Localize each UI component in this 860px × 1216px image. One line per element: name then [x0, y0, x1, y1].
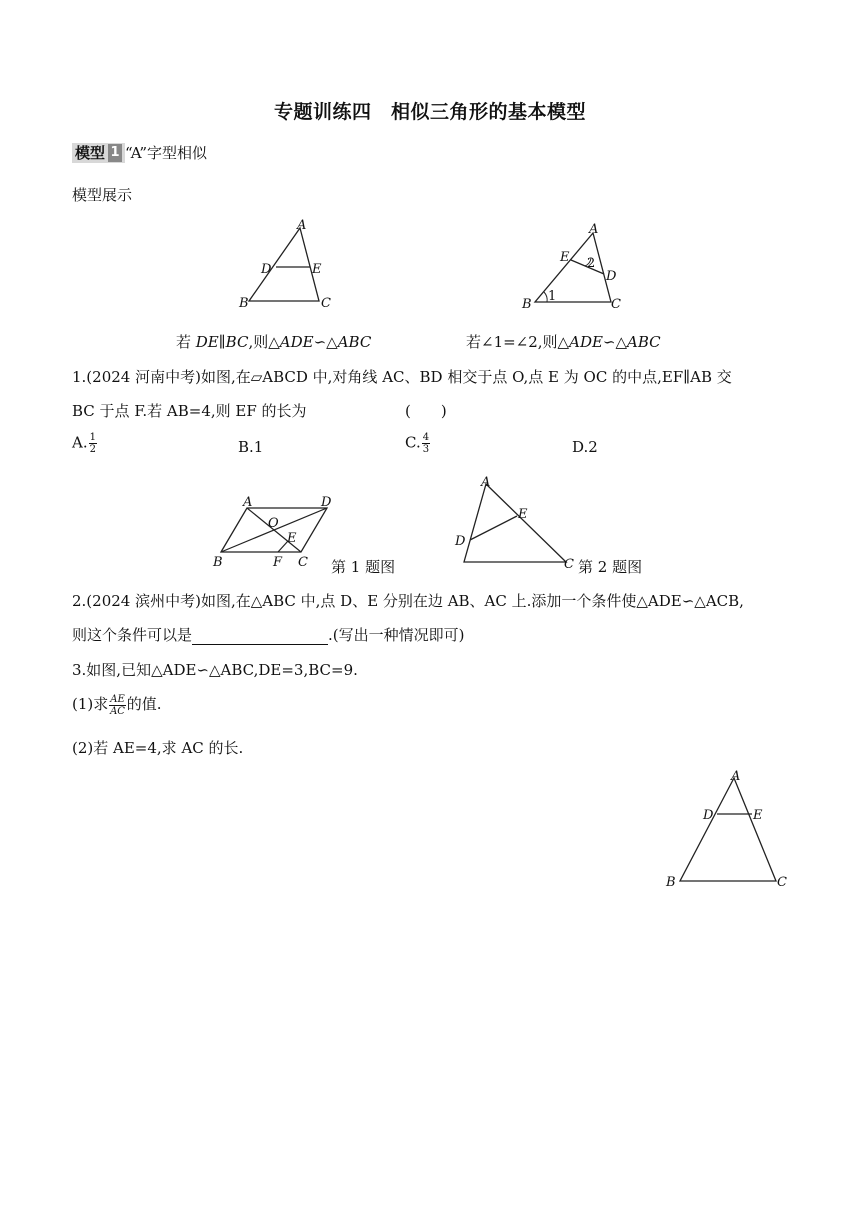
label-e: E	[287, 531, 297, 546]
label-d: D	[455, 534, 466, 549]
label-b: B	[522, 297, 532, 312]
q3-part1: (1)求 $\frac{AE}{AC}$ 的值.	[72, 693, 162, 717]
label-f: F	[273, 555, 283, 570]
label-d: D	[261, 262, 272, 277]
model-header	[72, 142, 207, 163]
segment-de	[470, 516, 517, 540]
label-a: A	[297, 218, 307, 233]
q1-option-b[interactable]: B.1	[238, 438, 264, 456]
label-a: A	[589, 222, 599, 237]
label-angle-2: 2	[587, 256, 596, 271]
q2-line2: 则这个条件可以是 .(写出一种情况即可)	[72, 626, 465, 644]
q1-answer-bracket[interactable]: ( )	[405, 402, 447, 420]
label-e: E	[518, 507, 528, 522]
q1-option-d[interactable]: D.2	[572, 438, 598, 456]
label-o: O	[268, 516, 279, 531]
label-angle-1: 1	[548, 289, 557, 304]
q2-answer-blank[interactable]	[192, 630, 328, 645]
label-c: C	[777, 875, 787, 890]
q1-line1: 1.(2024 河南中考)如图,在▱ABCD 中,对角线 AC、BD 相交于点 O,点 E 为 OC 的中点,EF∥AB 交	[72, 368, 732, 386]
triangle-abc	[249, 228, 319, 301]
q2-figure-caption: 第 2 题图	[578, 558, 643, 576]
q1-option-a[interactable]: A. $\frac{1}{2}$	[72, 432, 96, 455]
label-b: B	[213, 555, 223, 570]
q3-part2: (2)若 AE=4,求 AC 的长.	[72, 739, 244, 757]
model-number-badge: 1	[108, 144, 122, 162]
showcase-label: 模型展示	[72, 186, 133, 204]
figure-parallel-model	[232, 218, 342, 312]
angle-1-arc	[544, 292, 547, 302]
q1-figure	[205, 494, 340, 574]
model-name: “A”字型相似	[125, 144, 208, 162]
q3-figure	[660, 766, 795, 892]
label-a: A	[731, 769, 741, 784]
label-d: D	[606, 269, 617, 284]
label-d: D	[321, 495, 332, 510]
q1-line2: BC 于点 F.若 AB=4,则 EF 的长为	[72, 402, 307, 420]
triangle-abc	[464, 484, 566, 562]
label-a: A	[481, 475, 491, 490]
label-d: D	[703, 808, 714, 823]
figure-angle-model	[515, 220, 627, 312]
triangle-abc	[680, 778, 776, 881]
caption-angle: 若∠1=∠2,则△ADE∽△ABC	[466, 333, 661, 351]
label-a: A	[243, 495, 253, 510]
label-e: E	[753, 808, 763, 823]
q2-line1: 2.(2024 滨州中考)如图,在△ABC 中,点 D、E 分别在边 AB、AC 上.添加一个条件使△ADE∽△ACB,	[72, 592, 744, 610]
q2-figure	[450, 472, 580, 572]
label-b: B	[666, 875, 676, 890]
page-title: 专题训练四 相似三角形的基本模型	[273, 101, 586, 123]
label-c: C	[298, 555, 308, 570]
triangle-abc	[535, 233, 611, 302]
label-c: C	[321, 296, 331, 311]
label-c: C	[611, 297, 621, 312]
q1-figure-caption: 第 1 题图	[331, 558, 396, 576]
q1-option-c[interactable]: C. $\frac{4}{3}$	[405, 432, 430, 455]
label-c: C	[564, 557, 574, 572]
caption-parallel: 若 DE∥BC,则△ADE∽△ABC	[176, 333, 372, 351]
label-e: E	[312, 262, 322, 277]
q3-line1: 3.如图,已知△ADE∽△ABC,DE=3,BC=9.	[72, 661, 358, 679]
label-b: B	[239, 296, 249, 311]
model-tag: 模型 1	[72, 143, 125, 163]
label-e: E	[560, 250, 570, 265]
